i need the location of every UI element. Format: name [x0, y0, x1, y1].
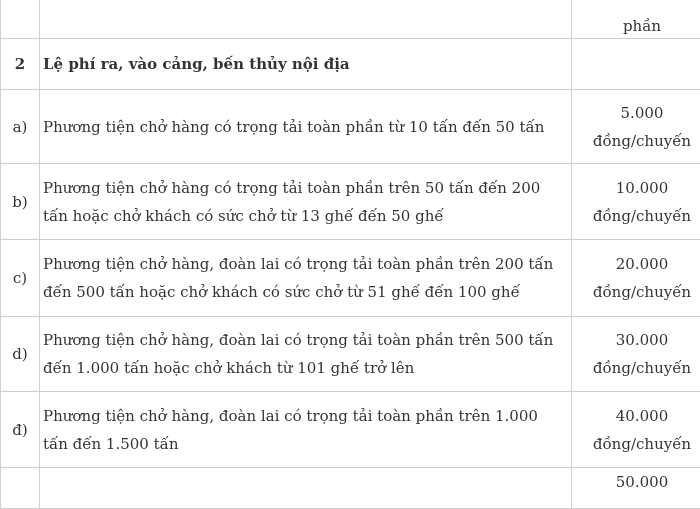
fee-amount: 5.000 [572, 99, 700, 127]
row-label: đ) [1, 392, 40, 468]
row-description: Phương tiện chở hàng, đoàn lai có trọng tải toàn phần trên 500 tấn đến 1.000 tấn hoặc chở khách từ 101 ghế trở lên [40, 317, 572, 392]
fee-unit: đồng/chuyến [572, 354, 700, 382]
row-label: b) [1, 164, 40, 240]
section-header-row [1, 39, 700, 90]
row-description: Phương tiện chở hàng, đoàn lai có trọng tải toàn phần trên 200 tấn đến 500 tấn hoặc chở khách có sức chở từ 51 ghế đến 100 ghế [40, 240, 572, 317]
fee-unit: đồng/chuyến [572, 127, 700, 155]
row-index-cell [1, 0, 40, 39]
table-row-d [1, 317, 700, 392]
fee-unit: đồng/chuyến [572, 202, 700, 230]
row-fee [572, 240, 700, 317]
row-description: Phương tiện chở hàng có trọng tải toàn phần từ 10 tấn đến 50 tấn [40, 90, 572, 164]
table-row-partial-top [1, 0, 700, 39]
row-fee [572, 317, 700, 392]
table-row-a [1, 90, 700, 164]
fee-fragment: phần [572, 14, 700, 38]
fee-amount: 10.000 [572, 174, 700, 202]
section-fee-cell [572, 39, 700, 90]
row-label [1, 468, 40, 509]
row-description: Phương tiện chở hàng có trọng tải toàn phần trên 50 tấn đến 200 tấn hoặc chở khách có sức chở từ 13 ghế đến 50 ghế [40, 164, 572, 240]
row-fee [572, 90, 700, 164]
section-title: Lệ phí ra, vào cảng, bến thủy nội địa [40, 39, 572, 90]
fee-amount: 50.000 [572, 468, 700, 496]
fee-unit: đồng/chuyến [572, 430, 700, 458]
fee-amount: 20.000 [572, 250, 700, 278]
fee-amount: 30.000 [572, 326, 700, 354]
row-fee [572, 468, 700, 509]
table-row-c [1, 240, 700, 317]
table-row-b [1, 164, 700, 240]
row-label: c) [1, 240, 40, 317]
row-description-cell [40, 0, 572, 39]
table-row-dd [1, 392, 700, 468]
row-fee [572, 392, 700, 468]
row-fee-cell [572, 0, 700, 39]
fee-unit: đồng/chuyến [572, 278, 700, 306]
row-fee [572, 164, 700, 240]
table-row-partial-bottom [1, 468, 700, 509]
row-description: Phương tiện chở hàng, đoàn lai có trọng tải toàn phần trên 1.000 tấn đến 1.500 tấn [40, 392, 572, 468]
row-label: d) [1, 317, 40, 392]
row-label: a) [1, 90, 40, 164]
section-index: 2 [1, 39, 40, 90]
fee-amount: 40.000 [572, 402, 700, 430]
row-description [40, 468, 572, 509]
